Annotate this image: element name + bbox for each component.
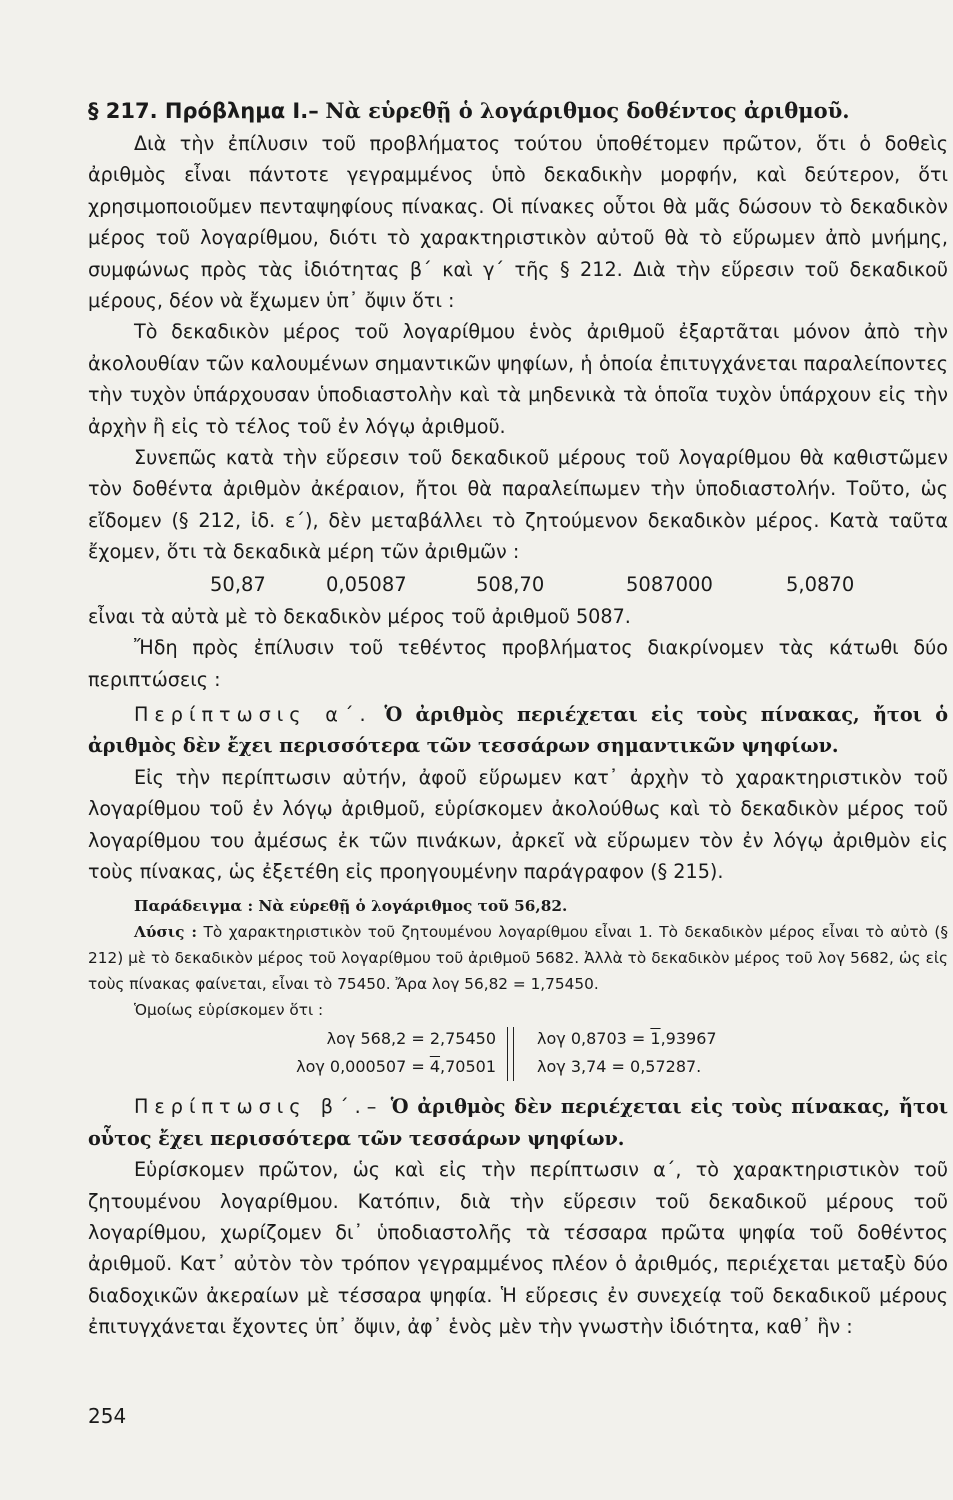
equation-part: λογ 0,8703 = [537, 1029, 651, 1049]
case-b-heading [88, 1091, 948, 1154]
paragraph-rule: Τὸ δεκαδικὸν μέρος τοῦ λογαρίθμου ἑνὸς ἀριθμοῦ ἐξαρτᾶται μόνον ἀπὸ τὴν ἀκολουθίαν τῶν καλουμένων σημαντικῶν ψηφίων, ἡ ὁποία ἐπιτυγχάνεται παραλείποντες τὴν τυχὸν ὑπάρχουσαν ὑποδιαστολὴν καὶ τὰ μηδενικὰ τὰ ὁποῖα τυχὸν ὑπάρχουν εἰς τὴν ἀρχὴν ἢ εἰς τὸ τέλος τοῦ ἐν λόγῳ ἀριθμοῦ. [88, 320, 948, 438]
section-heading [88, 96, 948, 126]
paragraph-same-decimal: εἶναι τὰ αὐτὰ μὲ τὸ δεκαδικὸν μέρος τοῦ ἀριθμοῦ 5087. [88, 604, 631, 628]
equation-line: λογ 568,2 = 2,75450 [326, 1029, 496, 1049]
equation-part: λογ 0,000507 = [296, 1057, 430, 1077]
section-number: § 217. Πρόβλημα I.– [88, 99, 319, 123]
equation-column-right [537, 1025, 717, 1081]
equation-line [296, 1053, 496, 1081]
equation-bar-digit: 4 [429, 1057, 441, 1077]
solution-label: Λύσις : [134, 923, 198, 942]
section-title: Νὰ εὑρεθῇ ὁ λογάριθμος δοθέντος ἀριθμοῦ. [325, 98, 850, 123]
paragraph-intro: Διὰ τὴν ἐπίλυσιν τοῦ προβλήματος τούτου ὑποθέτομεν πρῶτον, ὅτι ὁ δοθεὶς ἀριθμὸς εἶναι πάντοτε γεγραμμένος ὑπὸ δεκαδικὴν μορφήν, καὶ δεύτερον, ὅτι χρησιμοποιοῦμεν πενταψηφίους πίνακας. Οἱ πίνακες οὗτοι θὰ μᾶς δώσουν τὸ δεκαδικὸν μέρος τοῦ λογαρίθμου, διότι τὸ χαρακτηριστικὸν αὐτοῦ θὰ τὸ εὕρωμεν ἀπὸ μνήμης, συμφώνως πρὸς τὰς ἰδιότητας β΄ καὶ γ΄ τῆς § 212. Διὰ τὴν εὕρεσιν τοῦ δεκαδικοῦ μέρους, δέον νὰ ἔχωμεν ὑπ᾽ ὄψιν ὅτι : [88, 132, 948, 313]
example-title: Παράδειγμα : Νὰ εὑρεθῇ ὁ λογάριθμος τοῦ 56,82. [134, 897, 568, 916]
equation-divider [507, 1027, 514, 1081]
number-item: 0,05087 [326, 572, 407, 596]
number-list [88, 568, 948, 601]
equation-bar-digit: 1 [650, 1029, 661, 1049]
equation-line [537, 1025, 717, 1053]
page-content [88, 96, 948, 1343]
paragraph-case-b: Εὑρίσκομεν πρῶτον, ὡς καὶ εἰς τὴν περίπτωσιν α΄, τὸ χαρακτηριστικὸν τοῦ ζητουμένου λογαρίθμου. Κατόπιν, διὰ τὴν εὕρεσιν τοῦ δεκαδικοῦ μέρους τοῦ λογαρίθμου, χωρίζομεν δι᾽ ὑποδιαστολῆς τὰ τέσσαρα πρῶτα ψηφία τοῦ δοθέντος ἀριθμοῦ. Κατ᾽ αὐτὸν τὸν τρόπον γεγραμμένος πλέον ὁ ἀριθμός, περιέχεται μεταξὺ δύο διαδοχικῶν ἀκεραίων μὲ τέσσαρα ψηφία. Ἡ εὕρεσις ἐν συνεχείᾳ τοῦ δεκαδικοῦ μέρους ἐπιτυγχάνεται ἔχοντες ὑπ᾽ ὄψιν, ἀφ᾽ ἑνὸς μὲν τὴν γνωστὴν ἰδιότητα, καθ᾽ ἣν : [88, 1158, 948, 1339]
case-a-label: Περίπτωσις α΄. [134, 702, 372, 726]
number-item: 5087000 [626, 572, 713, 596]
example-similarly: Ὁμοίως εὑρίσκομεν ὅτι : [134, 1001, 324, 1020]
paragraph-cases-intro: Ἤδη πρὸς ἐπίλυσιν τοῦ τεθέντος προβλήματος διακρίνομεν τὰς κάτωθι δύο περιπτώσεις : [88, 636, 948, 691]
case-b-title: Ὁ ἀριθμὸς δὲν περιέχεται εἰς τοὺς πίνακας, ἤτοι οὗτος ἔχει περισσότερα τῶν τεσσάρων ψηφίων. [88, 1095, 948, 1150]
equation-part: ,70501 [440, 1057, 496, 1077]
paragraph-consequence: Συνεπῶς κατὰ τὴν εὕρεσιν τοῦ δεκαδικοῦ μέρους τοῦ λογαρίθμου θὰ καθιστῶμεν τὸν δοθέντα ἀριθμὸν ἀκέραιον, ἤτοι θὰ παραλείπωμεν τὴν ὑποδιαστολήν. Τοῦτο, ὡς εἴδομεν (§ 212, ἰδ. ε΄), δὲν μεταβάλλει τὸ ζητούμενον δεκαδικὸν μέρος. Κατὰ ταῦτα ἔχομεν, ὅτι τὰ δεκαδικὰ μέρη τῶν ἀριθμῶν : [88, 446, 948, 564]
paragraph-case-a: Εἰς τὴν περίπτωσιν αὐτήν, ἀφοῦ εὕρωμεν κατ᾽ ἀρχὴν τὸ χαρακτηριστικὸν τοῦ λογαρίθμου τοῦ ἐν λόγῳ ἀριθμοῦ, εὑρίσκομεν ἀκολούθως καὶ τὸ δεκαδικὸν μέρος τοῦ λογαρίθμου του ἀμέσως ἐκ τῶν πινάκων, ἀρκεῖ νὰ εὕρωμεν τὸν ἐν λόγῳ ἀριθμὸν εἰς τοὺς πίνακας, ὡς ἐξετέθη εἰς προηγουμένην παράγραφον (§ 215). [88, 765, 948, 883]
solution-text: Τὸ χαρακτηριστικὸν τοῦ ζητουμένου λογαρίθμου εἶναι 1. Τὸ δεκαδικὸν μέρος εἶναι τὸ αὐτὸ (§ 212) μὲ τὸ δεκαδικὸν μέρος τοῦ λογαρίθμου τοῦ ἀριθμοῦ 5682. Ἀλλὰ τὸ δεκαδικὸν μέρος τοῦ λογ 5682, ὡς εἰς τοὺς πίνακας φαίνεται, εἶναι τὸ 75450. Ἄρα λογ 56,82 = 1,75450. [88, 923, 948, 994]
case-b-label: Περίπτωσις β΄.– [134, 1095, 383, 1119]
example-solution [88, 919, 948, 997]
number-item: 5,0870 [786, 572, 855, 596]
case-a-title: Ὁ ἀριθμὸς περιέχεται εἰς τοὺς πίνακας, ἤτοι ὁ ἀριθμὸς δὲν ἔχει περισσότερα τῶν τεσσάρων σημαντικῶν ψηφίων. [88, 702, 948, 758]
equation-block [88, 1025, 948, 1085]
page-number: 254 [88, 1404, 127, 1428]
equation-part: ,93967 [660, 1029, 717, 1049]
case-a-heading [88, 699, 948, 762]
number-item: 508,70 [476, 572, 545, 596]
number-item: 50,87 [210, 572, 266, 596]
equation-line: λογ 3,74 = 0,57287. [537, 1057, 702, 1077]
equation-column-left [296, 1025, 496, 1081]
